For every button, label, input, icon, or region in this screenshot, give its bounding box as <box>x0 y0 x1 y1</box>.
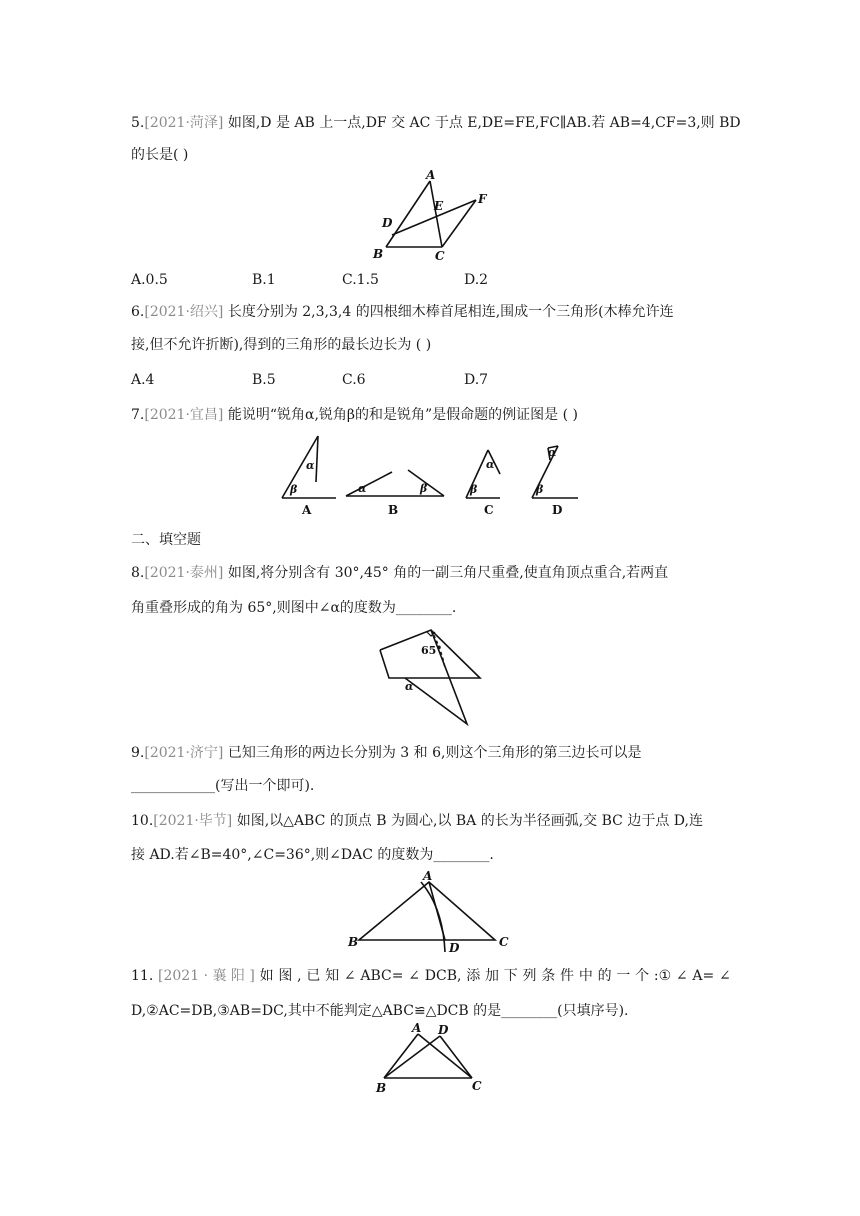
q11-token: 一 <box>616 968 631 984</box>
q7-d-alpha: α <box>548 446 557 459</box>
q8-source: [2021·泰州] <box>144 565 224 581</box>
q7-label-b: B <box>388 503 399 517</box>
q11-token: ∠ <box>408 968 420 984</box>
q7-c-beta: β <box>470 483 478 496</box>
q11-label-A: A <box>412 1021 422 1035</box>
q10-label-A: A <box>423 869 433 883</box>
q6-option-b: B.5 <box>252 372 276 388</box>
q5-label-A: A <box>426 168 436 182</box>
q5-label-D: D <box>382 216 393 230</box>
q8-alpha-label: α <box>405 680 414 693</box>
q7-source: [2021·宜昌] <box>144 407 224 423</box>
q11-token: ABC= <box>360 968 404 984</box>
q11-source: [2021 · 襄 阳 ] <box>158 968 255 984</box>
q10-source: [2021·毕节] <box>153 813 233 829</box>
q9-stem-line1 <box>131 743 641 763</box>
q5-label-E: E <box>434 199 444 213</box>
q11-token: 如 <box>259 968 274 984</box>
q11-token: ∠ <box>343 968 356 984</box>
q7-b-alpha: α <box>358 482 367 495</box>
q7-c-alpha: α <box>486 458 495 471</box>
q6-number: 6. <box>131 304 145 320</box>
q6-source: [2021·绍兴] <box>144 304 224 320</box>
q8-figure <box>375 628 485 730</box>
q10-label-D: D <box>449 941 460 955</box>
q7-a-beta: β <box>290 483 298 496</box>
q7-figure-a <box>282 436 336 517</box>
q11-token: :① <box>653 968 672 984</box>
q11-token: 已 <box>306 968 321 984</box>
q6-stem-line2: 接,但不允许折断),得到的三角形的最长边长为 ( ) <box>131 337 432 353</box>
q5-option-b: B.1 <box>252 272 276 288</box>
q11-segment-DC <box>440 1036 472 1078</box>
q11-stem-line2: D,②AC=DB,③AB=DC,其中不能判定△ABC≌△DCB 的是________(只填序号). <box>131 1003 629 1019</box>
q8-number: 8. <box>131 565 145 581</box>
q5-label-F: F <box>478 192 487 206</box>
q10-figure <box>345 868 520 958</box>
q11-token: ∠ <box>719 968 731 984</box>
q6-option-c: C.6 <box>342 372 366 388</box>
q5-text-1: 如图,D 是 AB 上一点,DF 交 AC 于点 E,DE=FE,FC∥AB.若 AB=4,CF=3,则 BD <box>227 115 741 131</box>
q5-number: 5. <box>131 115 145 131</box>
q11-token: DCB, <box>424 968 462 984</box>
q11-label-B: B <box>376 1081 387 1095</box>
q11-token: 中 <box>578 968 593 984</box>
q11-token: 添 <box>466 968 481 984</box>
q11-token: 知 <box>325 968 340 984</box>
q11-token: 列 <box>522 968 537 984</box>
q11-token: 条 <box>541 968 556 984</box>
q5-segment-AB <box>386 181 430 247</box>
q7-figure-b <box>346 470 444 517</box>
q8-stem-line1 <box>131 563 668 583</box>
q11-token: , <box>297 968 302 984</box>
q5-figure <box>360 165 500 265</box>
q7-a-alpha: α <box>306 459 315 472</box>
q11-token: 图 <box>278 968 293 984</box>
q8-stem-line2: 角重叠形成的角为 65°,则图中∠α的度数为________. <box>131 600 457 616</box>
q10-stem-line1 <box>131 811 703 831</box>
q11-token: 个 <box>635 968 650 984</box>
q7-label-c: C <box>484 503 494 517</box>
q7-stem-line1 <box>131 405 578 425</box>
q11-stem-line1 <box>131 966 731 986</box>
q9-source: [2021·济宁] <box>144 745 224 761</box>
q11-token: 件 <box>560 968 575 984</box>
q11-token: A= <box>692 968 715 984</box>
q5-label-C: C <box>435 249 445 263</box>
q6-stem-line1 <box>131 302 674 322</box>
q6-option-a: A.4 <box>131 372 155 388</box>
q11-token: 下 <box>503 968 518 984</box>
q11-justified-line <box>131 966 731 986</box>
q9-number: 9. <box>131 745 145 761</box>
q7-d-beta: β <box>536 483 544 496</box>
q5-option-d: D.2 <box>464 272 489 288</box>
q10-label-C: C <box>499 935 509 949</box>
q7-label-d: D <box>552 503 563 517</box>
section-heading: 二、填空题 <box>131 532 201 548</box>
q5-segment-AC <box>430 181 442 247</box>
q9-text-1: 已知三角形的两边长分别为 3 和 6,则这个三角形的第三边长可以是 <box>227 745 642 761</box>
q7-figure-d <box>532 446 578 517</box>
q5-source: [2021·菏泽] <box>144 115 224 131</box>
q7-figure-c <box>466 450 500 517</box>
q8-angle-label: 65° <box>421 644 442 657</box>
q5-option-a: A.0.5 <box>131 272 168 288</box>
q11-number: 11. <box>131 968 154 984</box>
q11-token: 加 <box>484 968 499 984</box>
q5-option-c: C.1.5 <box>342 272 379 288</box>
q9-stem-line2: ____________(写出一个即可). <box>131 778 315 794</box>
q10-number: 10. <box>131 813 154 829</box>
q5-stem-line1 <box>131 113 741 133</box>
q8-text-1: 如图,将分别含有 30°,45° 角的一副三角尺重叠,使直角顶点重合,若两直 <box>227 565 669 581</box>
q11-segment-AC <box>418 1034 472 1078</box>
q11-token: 的 <box>597 968 612 984</box>
q6-option-d: D.7 <box>464 372 489 388</box>
q10-label-B: B <box>348 935 359 949</box>
q6-text-1: 长度分别为 2,3,3,4 的四根细木棒首尾相连,围成一个三角形(木棒允许连 <box>227 304 674 320</box>
q7-text-1: 能说明“锐角α,锐角β的和是锐角”是假命题的例证图是 ( ) <box>227 407 578 423</box>
q11-label-D: D <box>438 1023 449 1037</box>
q5-stem-line2: 的长是( ) <box>131 147 189 163</box>
q11-label-C: C <box>472 1079 482 1093</box>
q11-token: ∠ <box>675 968 688 984</box>
q10-text-1: 如图,以△ABC 的顶点 B 为圆心,以 BA 的长为半径画弧,交 BC 边于点 D,连 <box>236 813 703 829</box>
q7-figures <box>280 430 590 520</box>
q11-figure <box>368 1021 493 1096</box>
q7-b-beta: β <box>420 482 428 495</box>
q7-label-a: A <box>302 503 312 517</box>
q7-number: 7. <box>131 407 145 423</box>
q5-label-B: B <box>373 247 384 261</box>
q10-stem-line2: 接 AD.若∠B=40°,∠C=36°,则∠DAC 的度数为________. <box>131 847 494 863</box>
